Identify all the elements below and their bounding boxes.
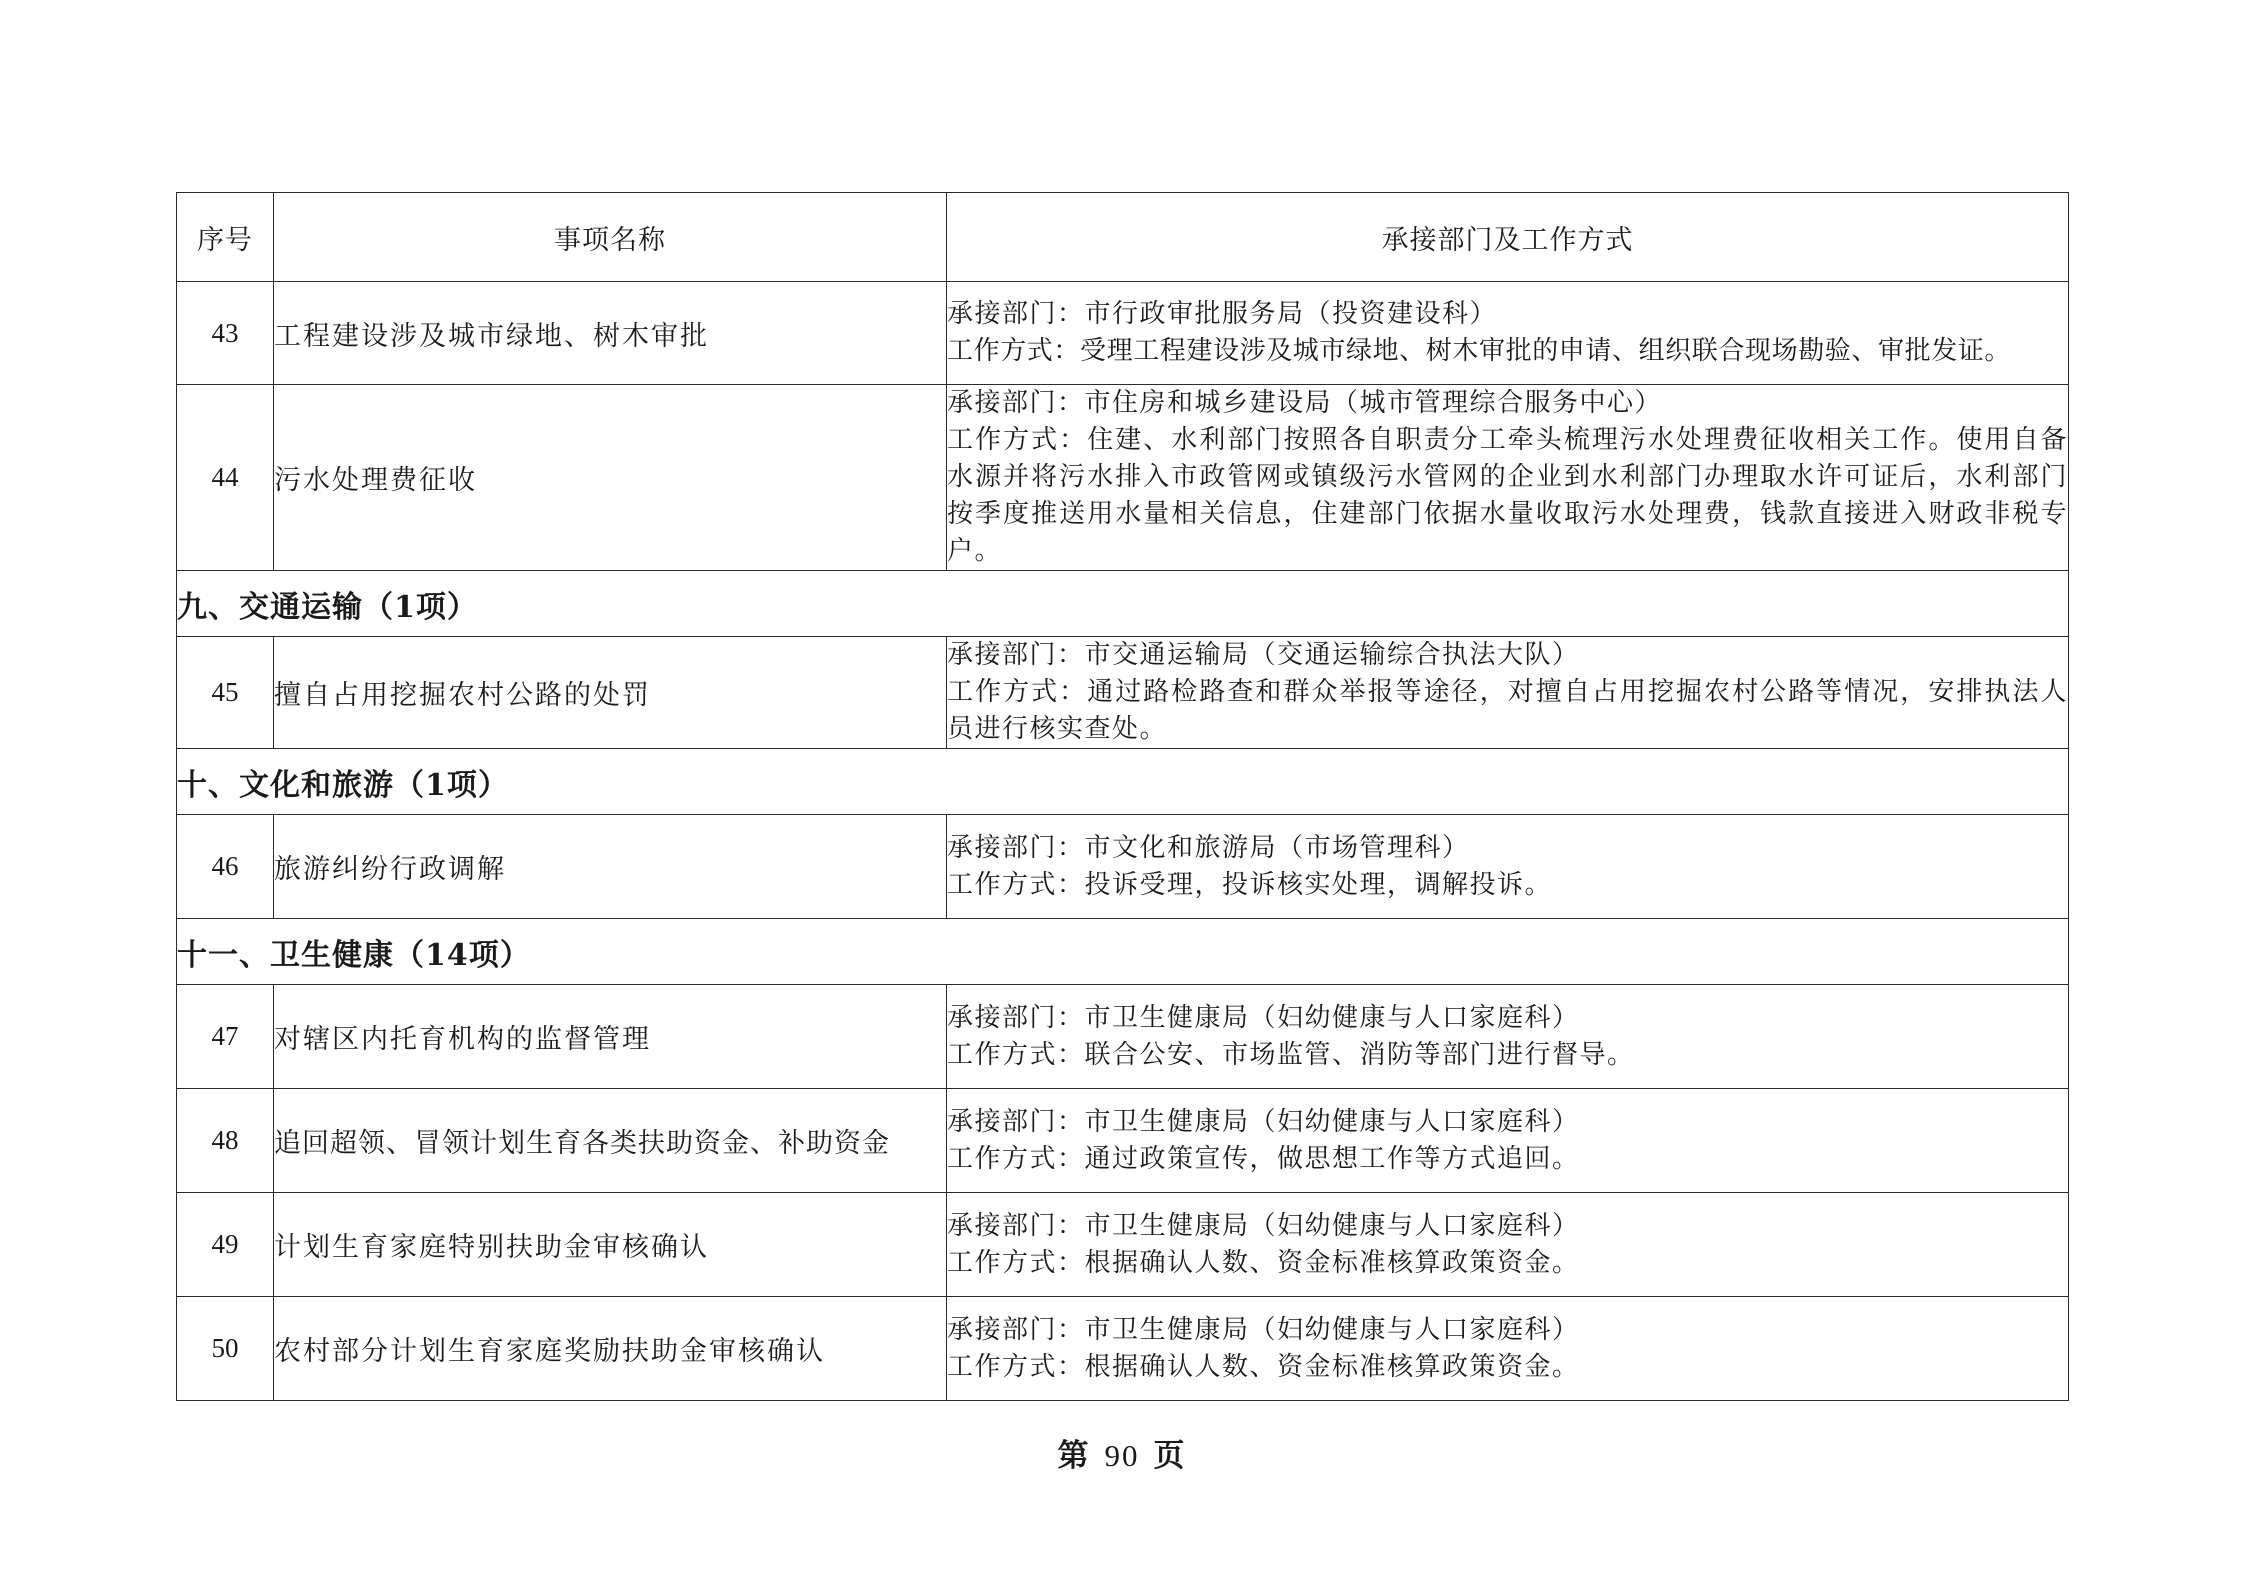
work-cell <box>947 985 2069 1089</box>
method-text: 工作方式：受理工程建设涉及城市绿地、树木审批的申请、组织联合现场勘验、审批发证。 <box>947 336 2012 366</box>
work-cell <box>947 815 2069 919</box>
section-title: 十、文化和旅游（1项） <box>177 749 2069 815</box>
section-title: 十一、卫生健康（14项） <box>177 919 2069 985</box>
work-cell <box>947 1193 2069 1297</box>
item-name: 计划生育家庭特别扶助金审核确认 <box>274 1193 947 1297</box>
header-col-work: 承接部门及工作方式 <box>947 193 2069 282</box>
item-name: 污水处理费征收 <box>274 385 947 571</box>
header-col-name: 事项名称 <box>274 193 947 282</box>
item-name: 农村部分计划生育家庭奖励扶助金审核确认 <box>274 1297 947 1401</box>
item-name: 追回超领、冒领计划生育各类扶助资金、补助资金 <box>274 1089 947 1193</box>
row-number: 49 <box>177 1193 274 1297</box>
method-text: 工作方式：联合公安、市场监管、消防等部门进行督导。 <box>947 1039 1635 1070</box>
row-number: 45 <box>177 637 274 749</box>
section-row <box>177 919 2069 985</box>
item-name: 对辖区内托育机构的监督管理 <box>274 985 947 1089</box>
work-cell <box>947 282 2069 385</box>
dept-text: 承接部门：市卫生健康局（妇幼健康与人口家庭科） <box>947 1002 1580 1033</box>
method-text: 工作方式：根据确认人数、资金标准核算政策资金。 <box>947 1351 1580 1382</box>
table-row <box>177 637 2069 749</box>
method-text: 工作方式：住建、水利部门按照各自职责分工牵头梳理污水处理费征收相关工作。使用自备水源并将污水排入市政管网或镇级污水管网的企业到水利部门办理取水许可证后，水利部门按季度推送用水量相关信息，住建部门依据水量收取污水处理费，钱款直接进入财政非税专户。 <box>947 425 2068 566</box>
page-suffix: 页 <box>1153 1438 1187 1474</box>
method-text: 工作方式：通过政策宣传，做思想工作等方式追回。 <box>947 1143 1580 1174</box>
dept-text: 承接部门：市卫生健康局（妇幼健康与人口家庭科） <box>947 1314 1580 1345</box>
row-number: 50 <box>177 1297 274 1401</box>
dept-text: 承接部门：市卫生健康局（妇幼健康与人口家庭科） <box>947 1106 1580 1137</box>
dept-text: 承接部门：市文化和旅游局（市场管理科） <box>947 832 1470 863</box>
table-row <box>177 282 2069 385</box>
table-row <box>177 815 2069 919</box>
section-title: 九、交通运输（1项） <box>177 571 2069 637</box>
row-number: 44 <box>177 385 274 571</box>
table-row <box>177 1297 2069 1401</box>
table-row <box>177 385 2069 571</box>
table-row <box>177 985 2069 1089</box>
dept-text: 承接部门：市卫生健康局（妇幼健康与人口家庭科） <box>947 1210 1580 1241</box>
row-number: 43 <box>177 282 274 385</box>
row-number: 47 <box>177 985 274 1089</box>
header-col-num: 序号 <box>177 193 274 282</box>
item-name: 擅自占用挖掘农村公路的处罚 <box>274 637 947 749</box>
work-cell <box>947 1089 2069 1193</box>
table-row <box>177 1089 2069 1193</box>
method-text: 工作方式：通过路检路查和群众举报等途径，对擅自占用挖掘农村公路等情况，安排执法人员进行核实查处。 <box>947 677 2068 744</box>
section-row <box>177 749 2069 815</box>
items-table <box>176 192 2069 1401</box>
section-row <box>177 571 2069 637</box>
method-text: 工作方式：根据确认人数、资金标准核算政策资金。 <box>947 1247 1580 1278</box>
work-cell <box>947 385 2069 571</box>
page-number: 90 <box>1104 1438 1140 1473</box>
work-cell <box>947 1297 2069 1401</box>
dept-text: 承接部门：市交通运输局（交通运输综合执法大队） <box>947 640 1580 670</box>
item-name: 旅游纠纷行政调解 <box>274 815 947 919</box>
method-text: 工作方式：投诉受理，投诉核实处理，调解投诉。 <box>947 869 1553 900</box>
row-number: 46 <box>177 815 274 919</box>
table-header-row <box>177 193 2069 282</box>
dept-text: 承接部门：市行政审批服务局（投资建设科） <box>947 299 1498 329</box>
page-prefix: 第 <box>1057 1438 1091 1474</box>
item-name: 工程建设涉及城市绿地、树木审批 <box>274 282 947 385</box>
row-number: 48 <box>177 1089 274 1193</box>
table-row <box>177 1193 2069 1297</box>
page-number-footer <box>0 1430 2244 1475</box>
dept-text: 承接部门：市住房和城乡建设局（城市管理综合服务中心） <box>947 388 1663 418</box>
work-cell <box>947 637 2069 749</box>
